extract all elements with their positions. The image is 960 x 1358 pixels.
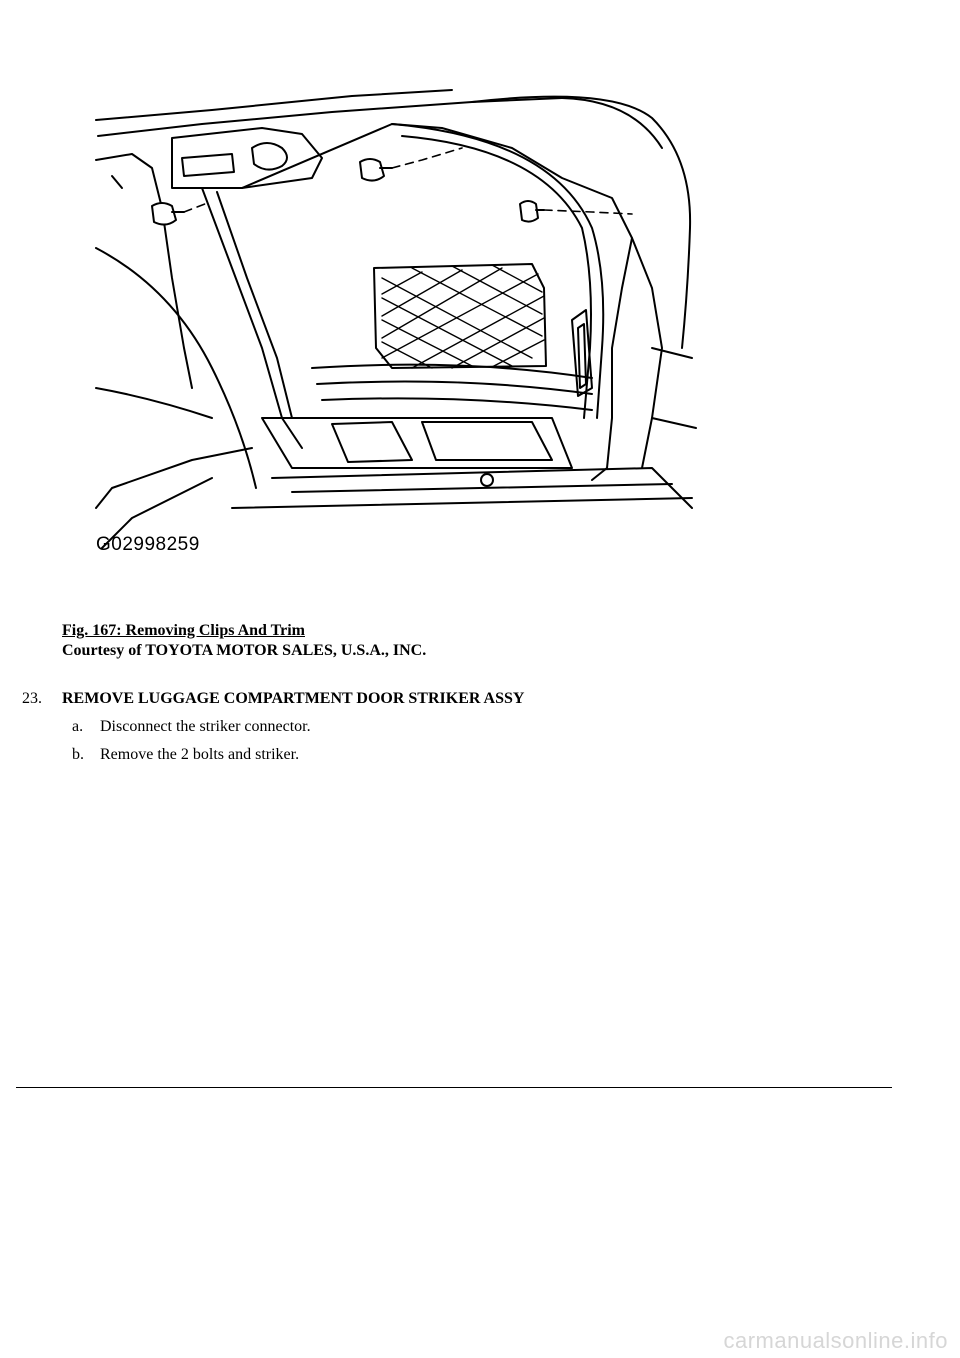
step-number: 23. (22, 690, 42, 707)
procedure-step (22, 689, 524, 709)
caption-courtesy: Courtesy of TOYOTA MOTOR SALES, U.S.A., INC. (62, 642, 427, 659)
trim-removal-illustration (92, 88, 702, 558)
figure-caption (62, 621, 426, 661)
substep-list (72, 717, 311, 773)
substep-text: Disconnect the striker connector. (100, 718, 311, 735)
figure-code: G02998259 (96, 534, 200, 555)
page-divider (16, 1087, 892, 1088)
caption-title: Fig. 167: Removing Clips And Trim (62, 622, 305, 639)
site-watermark: carmanualsonline.info (723, 1328, 948, 1353)
substep-item (72, 745, 311, 765)
step-title: REMOVE LUGGAGE COMPARTMENT DOOR STRIKER ASSY (62, 690, 525, 707)
substep-letter: b. (72, 746, 84, 763)
substep-letter: a. (72, 718, 84, 735)
substep-item (72, 717, 311, 737)
substep-text: Remove the 2 bolts and striker. (100, 746, 300, 763)
